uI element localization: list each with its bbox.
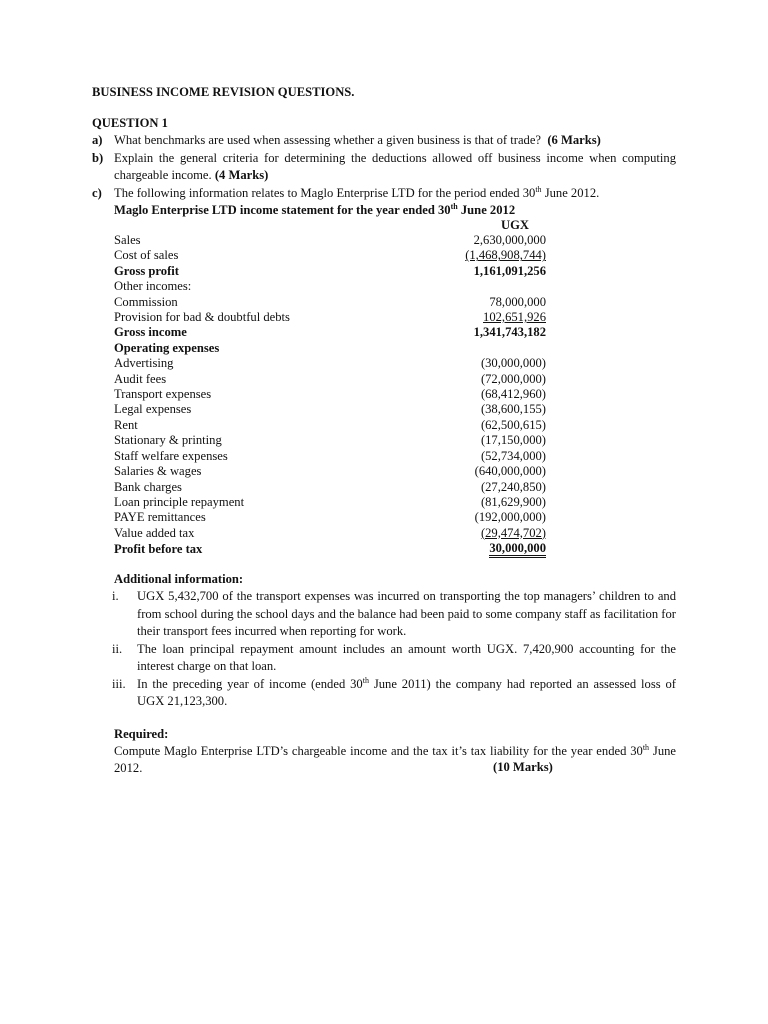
income-statement-table: [114, 233, 546, 558]
row-amount-cell: [410, 433, 546, 448]
row-label: Sales: [114, 233, 141, 247]
row-label: Legal expenses: [114, 402, 192, 417]
row-label: Rent: [114, 417, 138, 432]
part-marks: (4 Marks): [214, 168, 269, 182]
part-text: Explain the general criteria for determining the deductions allowed off business income when computing chargeable income.: [114, 151, 676, 182]
row-amount-cell: [410, 310, 546, 325]
row-amount: (72,000,000): [480, 371, 546, 386]
row-label: Commission: [114, 294, 178, 309]
part-text: What benchmarks are used when assessing whether a given business is that of trade?: [114, 133, 542, 147]
statement-row: [114, 541, 546, 558]
row-amount-cell: [410, 372, 546, 387]
row-amount: (29,474,702): [480, 525, 546, 540]
row-label: Gross income: [114, 325, 187, 340]
statement-row: [114, 402, 546, 417]
superscript: th: [535, 184, 542, 194]
row-amount: 30,000,000: [489, 542, 546, 558]
row-amount: (17,150,000): [480, 433, 546, 448]
required-body: Compute Maglo Enterprise LTD’s chargeable income and the tax it’s tax liability for the year ended 30: [114, 744, 643, 758]
superscript: th: [642, 742, 650, 752]
part-label: b): [92, 151, 104, 165]
row-amount: (640,000,000): [474, 464, 546, 479]
row-label: Profit before tax: [114, 541, 203, 556]
row-amount-cell: [410, 402, 546, 417]
row-amount-cell: [410, 295, 546, 310]
row-label: Staff welfare expenses: [114, 448, 228, 463]
row-amount-cell: [410, 264, 546, 279]
row-label: Transport expenses: [114, 387, 212, 402]
row-label: Loan principle repayment: [114, 494, 245, 509]
superscript: th: [362, 675, 369, 685]
additional-info-list: [92, 588, 676, 711]
row-label: PAYE remittances: [114, 510, 206, 525]
question-part-b: [92, 150, 676, 184]
row-amount-cell: [410, 449, 546, 464]
info-num: i.: [112, 589, 119, 603]
required-body-end: June 2012.: [114, 744, 676, 775]
row-amount: (81,629,900): [480, 494, 546, 509]
statement-row: [114, 248, 546, 263]
required-text: [114, 743, 676, 776]
row-amount-cell: [410, 510, 546, 525]
superscript: th: [450, 201, 458, 211]
part-text-end: June 2012.: [541, 186, 600, 200]
statement-title: [114, 203, 515, 218]
row-amount: (68,412,960): [480, 387, 546, 402]
info-num: iii.: [112, 676, 126, 691]
statement-row: [114, 341, 546, 356]
row-label: Salaries & wages: [114, 464, 202, 479]
statement-row: [114, 464, 546, 479]
row-amount: 1,161,091,256: [473, 263, 546, 278]
row-amount: (192,000,000): [474, 510, 546, 525]
statement-title-end: June 2012: [457, 203, 516, 217]
row-label: Other incomes:: [114, 279, 192, 294]
info-item: [92, 588, 676, 641]
row-amount-cell: [410, 341, 546, 356]
info-item: [92, 676, 676, 711]
row-amount: 2,630,000,000: [473, 233, 546, 247]
row-amount-cell: [410, 480, 546, 495]
statement-row: [114, 325, 546, 340]
statement-title-text: Maglo Enterprise LTD income statement for the year ended 30: [114, 203, 451, 217]
row-amount-cell: [410, 356, 546, 371]
row-amount: (62,500,615): [480, 417, 546, 432]
part-label: a): [92, 133, 103, 147]
document-title: BUSINESS INCOME REVISION QUESTIONS.: [92, 85, 355, 99]
part-label: c): [92, 186, 102, 200]
part-marks: (6 Marks): [547, 133, 601, 147]
statement-row: [114, 356, 546, 371]
required-heading: Required:: [114, 727, 169, 741]
row-label: Audit fees: [114, 371, 167, 386]
row-label: Gross profit: [114, 263, 179, 278]
row-amount: (38,600,155): [480, 402, 546, 417]
statement-row: [114, 526, 546, 541]
statement-row: [114, 372, 546, 387]
info-text: The loan principal repayment amount includes an amount worth UGX. 7,420,900 accounting for the interest charge on that loan.: [137, 641, 676, 673]
statement-row: [114, 510, 546, 525]
question-heading: QUESTION 1: [92, 116, 168, 130]
info-text: UGX 5,432,700 of the transport expenses was incurred on transporting the top managers’ children to and from school during the school days and the balance had been paid to some company staff as facilitation for their transport fees incurred when reporting for work.: [137, 589, 676, 638]
row-label: Cost of sales: [114, 248, 179, 263]
row-amount: (27,240,850): [480, 479, 546, 494]
row-amount-cell: [410, 464, 546, 479]
statement-row: [114, 279, 546, 294]
additional-info-heading: Additional information:: [114, 572, 244, 586]
row-amount-cell: [410, 279, 546, 294]
row-amount: 1,341,743,182: [473, 325, 546, 340]
statement-row: [114, 310, 546, 325]
info-item: [92, 641, 676, 676]
row-amount-cell: [410, 233, 546, 248]
row-label: Provision for bad & doubtful debts: [114, 310, 290, 325]
row-label: Bank charges: [114, 479, 182, 494]
statement-row: [114, 495, 546, 510]
row-amount: (52,734,000): [480, 448, 546, 463]
question-part-c: [92, 185, 676, 202]
statement-row: [114, 264, 546, 279]
row-amount-cell: [410, 541, 546, 558]
row-amount-cell: [410, 325, 546, 340]
info-text-end: June 2011) the company had reported an assessed loss of UGX 21,123,300.: [137, 676, 676, 708]
row-amount: 102,651,926: [483, 310, 546, 325]
row-label: Stationary & printing: [114, 433, 222, 448]
statement-row: [114, 233, 546, 248]
statement-row: [114, 418, 546, 433]
required-marks: (10 Marks): [493, 760, 553, 774]
part-text: The following information relates to Maglo Enterprise LTD for the period ended 30: [114, 186, 536, 200]
row-label: Value added tax: [114, 525, 195, 540]
row-label: Advertising: [114, 356, 174, 371]
info-num: ii.: [112, 641, 123, 656]
row-amount: (1,468,908,744): [465, 248, 546, 263]
row-amount-cell: [410, 248, 546, 263]
row-amount-cell: [410, 526, 546, 541]
row-amount-cell: [410, 495, 546, 510]
statement-row: [114, 387, 546, 402]
row-amount: (30,000,000): [480, 356, 546, 371]
currency-header: UGX: [501, 218, 529, 232]
statement-row: [114, 449, 546, 464]
question-part-a: [92, 132, 676, 149]
row-amount-cell: [410, 387, 546, 402]
statement-row: [114, 295, 546, 310]
statement-row: [114, 433, 546, 448]
row-amount-cell: [410, 418, 546, 433]
row-label: Operating expenses: [114, 340, 220, 355]
row-amount: 78,000,000: [489, 294, 546, 309]
info-text: In the preceding year of income (ended 30: [137, 676, 363, 691]
statement-row: [114, 480, 546, 495]
